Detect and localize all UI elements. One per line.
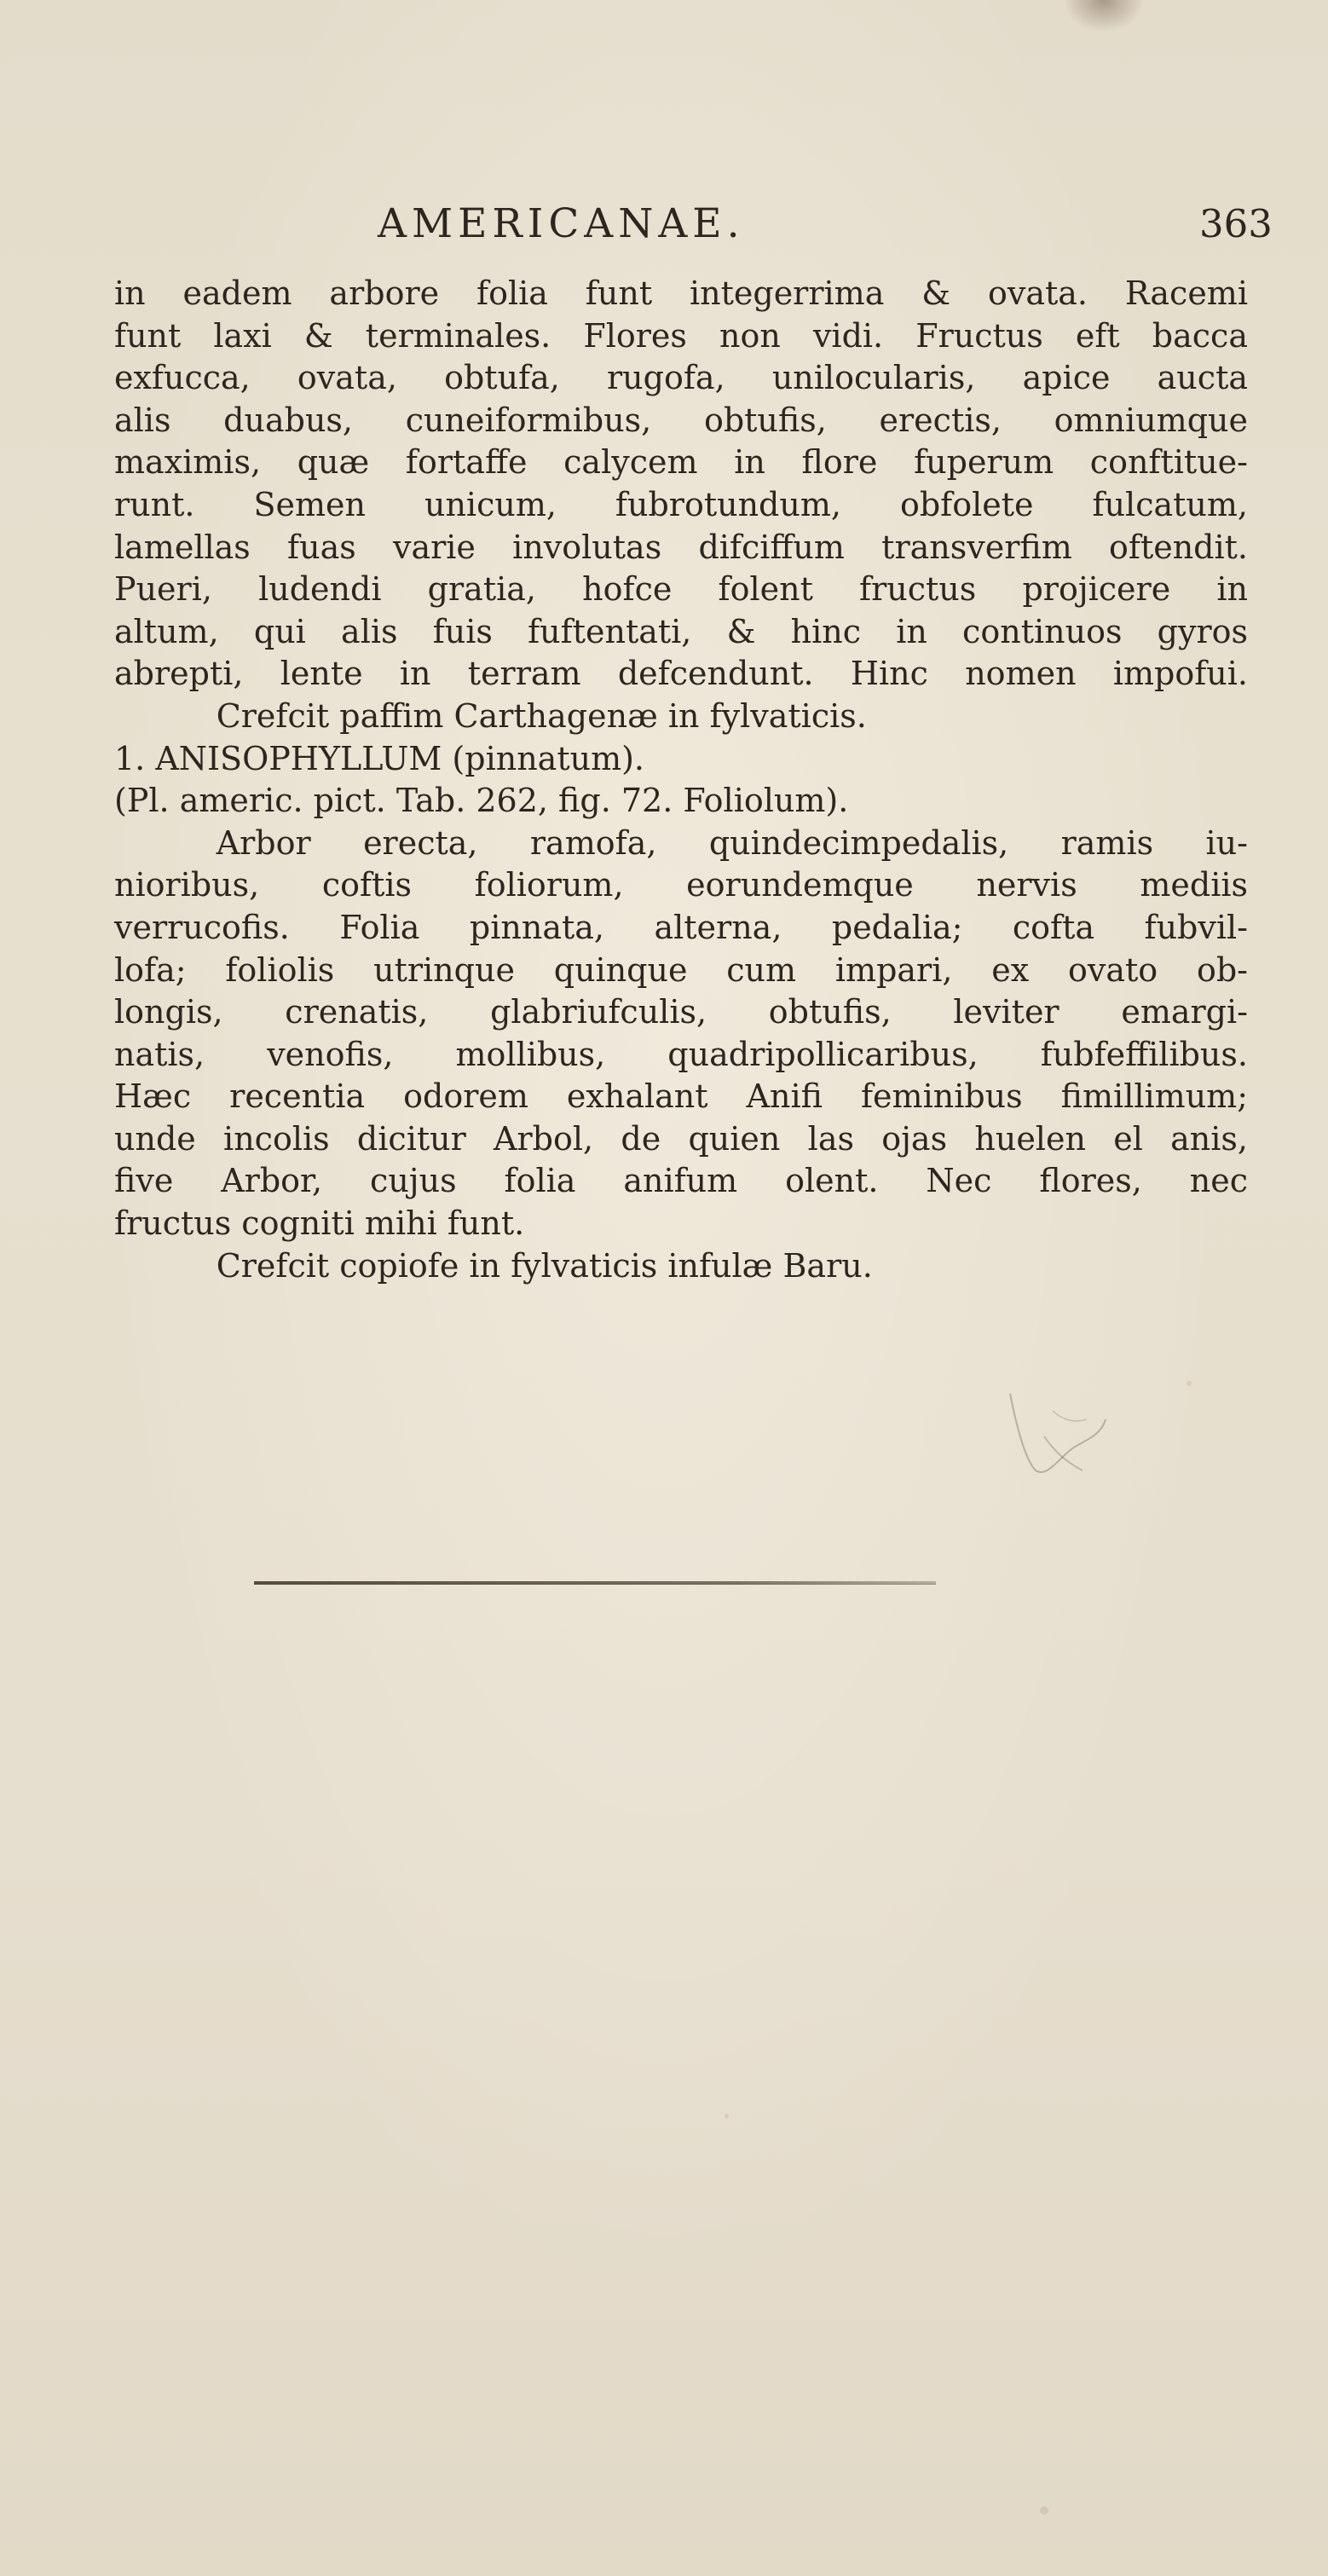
text-line: in eadem arbore folia funt integerrima & ovata. Racemi <box>114 274 1248 312</box>
end-rule <box>254 1581 936 1585</box>
text-line: maximis, quæ fortaffe calycem in flore fuperum conftitue- <box>114 443 1248 482</box>
text-line: runt. Semen unicum, fubrotundum, obfolete fulcatum, <box>114 485 1248 523</box>
species-heading: 1. ANISOPHYLLUM (pinnatum). <box>114 739 645 777</box>
text-line: five Arbor, cujus folia anifum olent. Nec flores, nec <box>114 1162 1248 1200</box>
page-number: 363 <box>1199 201 1273 246</box>
pencil-sketch-icon <box>1002 1385 1112 1487</box>
text-line: funt laxi & terminales. Flores non vidi. Fructus eft bacca <box>114 316 1248 355</box>
text-line: alis duabus, cuneiformibus, obtufis, erectis, omniumque <box>114 401 1248 439</box>
running-head <box>0 194 1328 254</box>
text-line: fructus cogniti mihi funt. <box>114 1204 525 1243</box>
text-line: exfucca, ovata, obtufa, rugofa, unilocularis, apice aucta <box>114 359 1248 397</box>
body-text <box>114 273 1248 1287</box>
text-line: Pueri, ludendi gratia, hofce folent fructus projicere in <box>114 570 1248 609</box>
foxing-spot <box>1187 1381 1192 1386</box>
text-line: natis, venofis, mollibus, quadripollicaribus, fubfeffilibus. <box>114 1035 1248 1073</box>
text-line: Arbor erecta, ramofa, quindecimpedalis, ramis iu- <box>216 823 1248 862</box>
text-line: Hæc recentia odorem exhalant Anifi feminibus fimillimum; <box>114 1077 1248 1116</box>
text-line: nioribus, coftis foliorum, eorundemque nervis mediis <box>114 866 1248 904</box>
running-title: AMERICANAE. <box>378 200 745 247</box>
text-line: verrucofis. Folia pinnata, alterna, pedalia; cofta fubvil- <box>114 908 1248 946</box>
text-line: abrepti, lente in terram defcendunt. Hinc nomen impofui. <box>114 655 1248 693</box>
text-line: unde incolis dicitur Arbol, de quien las ojas huelen el anis, <box>114 1119 1248 1158</box>
text-line: altum, qui alis fuis fuftentati, & hinc in continuos gyros <box>114 612 1248 650</box>
text-line: lamellas fuas varie involutas difciffum transverfim oftendit. <box>114 528 1248 566</box>
plate-reference: (Pl. americ. pict. Tab. 262, fig. 72. Foliolum). <box>114 782 849 820</box>
foxing-spot <box>725 2114 729 2118</box>
habitat-line: Crefcit paffim Carthagenæ in fylvaticis. <box>216 696 867 735</box>
text-line: longis, crenatis, glabriufculis, obtufis, leviter emargi- <box>114 993 1248 1031</box>
habitat-line: Crefcit copiofe in fylvaticis infulæ Baru. <box>216 1246 873 1285</box>
foxing-spot <box>1040 2506 1048 2515</box>
ink-smudge <box>1065 0 1142 31</box>
text-line: lofa; foliolis utrinque quinque cum impari, ex ovato ob- <box>114 950 1248 989</box>
